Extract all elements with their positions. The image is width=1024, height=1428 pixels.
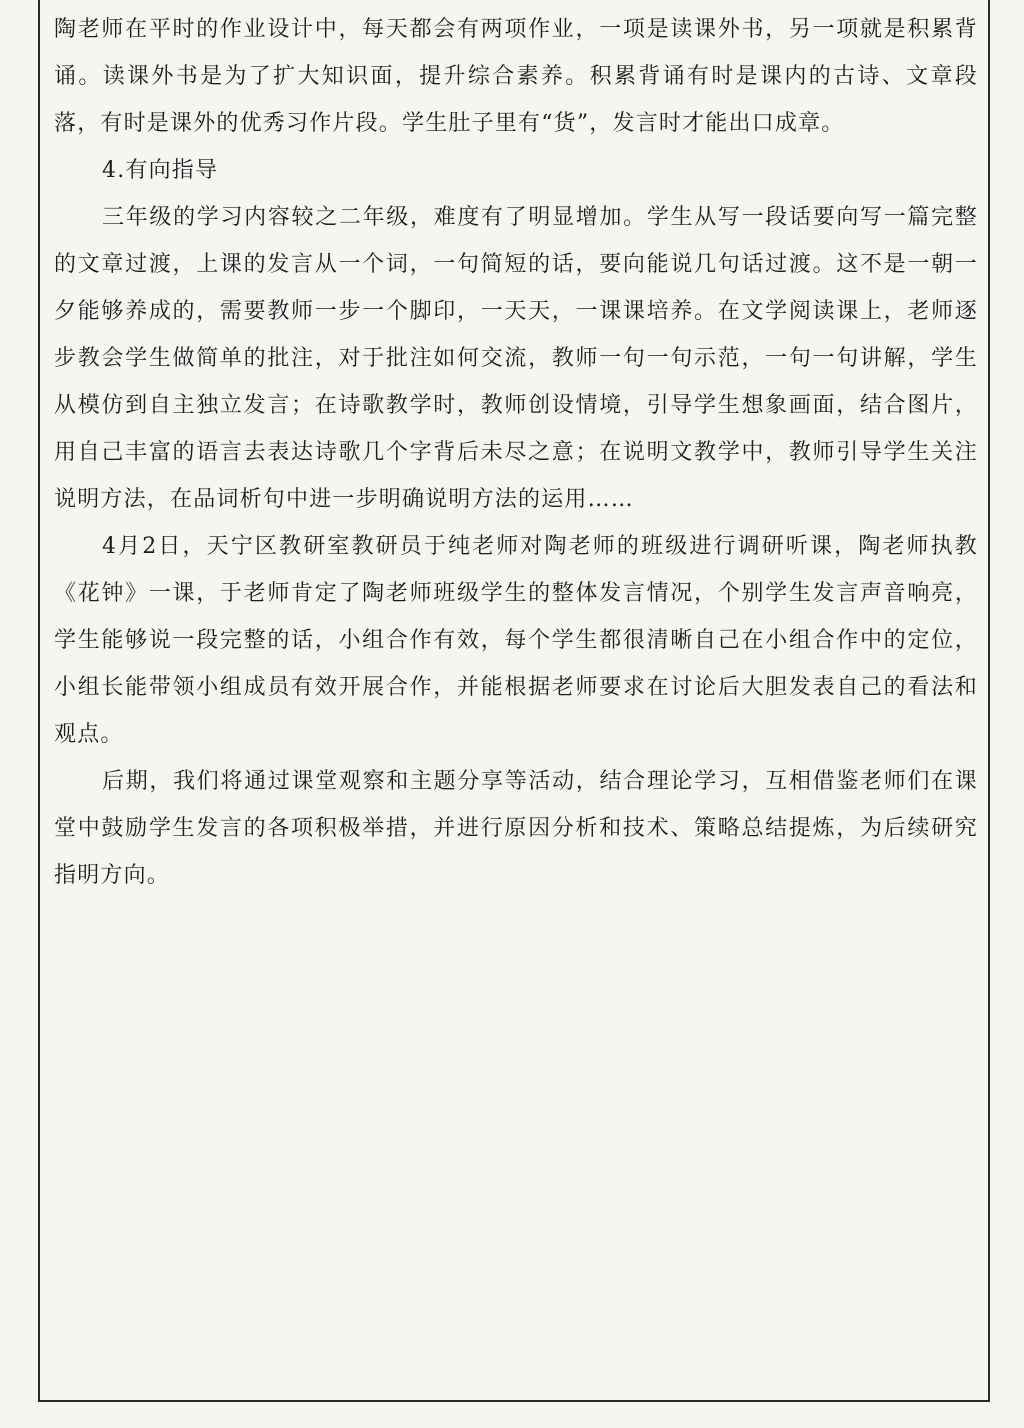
paragraph-grade-three-guidance: 三年级的学习内容较之二年级，难度有了明显增加。学生从写一段话要向写一篇完整的文章过渡，上课的发言从一个词，一句简短的话，要向能说几句话过渡。这不是一朝一夕能够养成的，需要教师一步一个脚印，一天天，一课课培养。在文学阅读课上，老师逐步教会学生做简单的批注，对于批注如何交流，教师一句一句示范，一句一句讲解，学生从模仿到自主独立发言；在诗歌教学时，教师创设情境，引导学生想象画面，结合图片，用自己丰富的语言去表达诗歌几个字背后未尽之意；在说明文教学中，教师引导学生关注说明方法，在品词析句中进一步明确说明方法的运用…… [54,205,978,512]
paragraph-research-visit: 4月2日，天宁区教研室教研员于纯老师对陶老师的班级进行调研听课，陶老师执教《花钟》一课，于老师肯定了陶老师班级学生的整体发言情况，个别学生发言声音响亮，学生能够说一段完整的话，小组合作有效，每个学生都很清晰自己在小组合作中的定位，小组长能带领小组成员有效开展合作，并能根据老师要求在讨论后大胆发表自己的看法和观点。 [54,534,978,747]
section-heading-guidance: 4.有向指导 [102,158,219,183]
document-body [54,6,978,899]
paragraph-future-plan: 后期，我们将通过课堂观察和主题分享等活动，结合理论学习，互相借鉴老师们在课堂中鼓励学生发言的各项积极举措，并进行原因分析和技术、策略总结提炼，为后续研究指明方向。 [54,769,978,888]
paragraph-homework-design: 陶老师在平时的作业设计中，每天都会有两项作业，一项是读课外书，另一项就是积累背诵。读课外书是为了扩大知识面，提升综合素养。积累背诵有时是课内的古诗、文章段落，有时是课外的优秀习作片段。学生肚子里有“货”，发言时才能出口成章。 [54,17,978,136]
